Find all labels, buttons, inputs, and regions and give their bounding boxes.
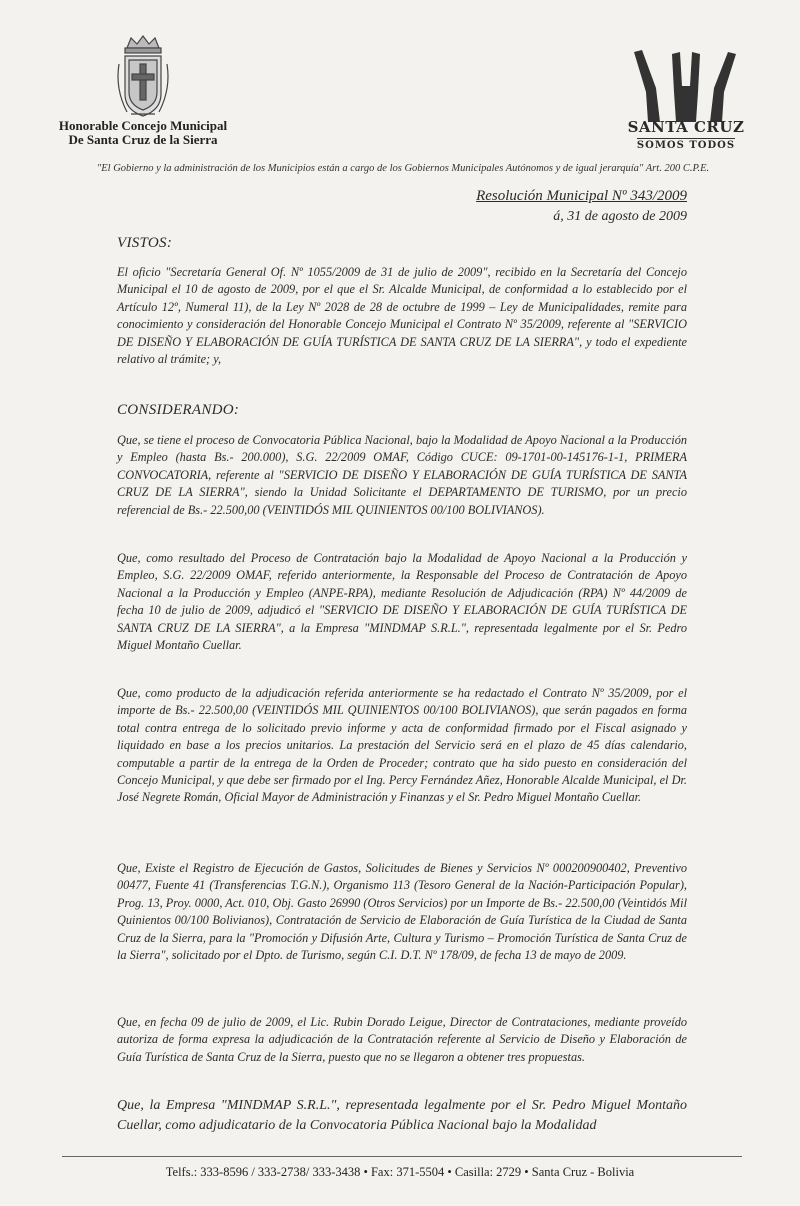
paragraph-considerando-2: Que, como resultado del Proceso de Contratación bajo la Modalidad de Apoyo Nacional a la Producción y Empleo, S.G. 22/2009 OMAF, referido anteriormente, la Responsable del Proceso de Contratación de Apoyo Nacional a la Producción y Empleo (ANPE-RPA), mediante Resolución de Adjudicación (RPA) Nº 44/2009 de fecha 10 de julio de 2009, adjudicó el "SERVICIO DE DISEÑO Y ELABORACIÓN DE GUÍA TURÍSTICA DE SANTA CRUZ DE LA SIERRA", a la Empresa "MINDMAP S.R.L.", representada legalmente por el Sr. Pedro Miguel Montaño Cuellar. [117,551,687,653]
paragraph-considerando-3: Que, como producto de la adjudicación referida anteriormente se ha redactado el Contrato Nº 35/2009, por el importe de Bs.- 22.500,00 (VEINTIDÓS MIL QUINIENTOS 00/100 BOLIVIANOS), que serán pagados en forma total contra entrega de lo solicitado previo informe y acta de conformidad firmado por el Fiscal asignado y liquidado en base a los precios unitarios. La prestación del Servicio será en el plazo de 45 días calendario, computable a partir de la entrega de la Orden de Proceder; contrato que ha sido puesto en consideración del Concejo Municipal, y que debe ser firmado por el Ing. Percy Fernández Añez, Honorable Alcalde Municipal, el Dr. José Negrete Román, Oficial Mayor de Administración y Finanzas y el Sr. Pedro Miguel Montaño Cuellar. [117,686,687,805]
constitution-quote: "El Gobierno y la administración de los Municipios están a cargo de los Gobiernos Municipales Autónomos y de igual jerarquía" Art. 200 C.P.E. [96,163,710,174]
resolution-date: á, 31 de agosto de 2009 [553,209,687,224]
coat-of-arms-icon [113,34,173,124]
paragraph-vistos: El oficio "Secretaría General Of. Nº 1055/2009 de 31 de julio de 2009", recibido en la Secretaría del Concejo Municipal el 10 de agosto de 2009, por el que el Sr. Alcalde Municipal, de conformidad a lo establecido por el Artículo 12º, Numeral 11), de la Ley Nº 2028 de 28 de octubre de 1999 – Ley de Municipalidades, remite para conocimiento y consideración del Honorable Concejo Municipal el Contrato Nº 35/2009, referente al "SERVICIO DE DISEÑO Y ELABORACIÓN DE GUÍA TURÍSTICA DE SANTA CRUZ DE LA SIERRA", y todo el expediente relativo al trámite; y, [117,265,687,367]
council-line-1: Honorable Concejo Municipal [58,118,228,133]
council-line-2: De Santa Cruz de la Sierra [68,132,218,147]
council-name [48,119,238,147]
footer-divider [62,1156,742,1157]
paragraph-considerando-5: Que, en fecha 09 de julio de 2009, el Lic. Rubin Dorado Leigue, Director de Contrataciones, mediante proveído autoriza de forma expresa la adjudicación de la Contratación referente al Servicio de Diseño y Elaboración de Guía Turística de Santa Cruz de la Sierra, puesto que no se llegaron a obtener tres propuestas. [117,1015,687,1064]
city-logo-text [622,119,750,153]
resolution-title: Resolución Municipal Nº 343/2009 [476,188,687,204]
logo-subtitle: SOMOS TODOS [636,140,736,151]
heading-vistos: VISTOS: [117,235,173,251]
santa-cruz-figures-icon [620,48,750,128]
paragraph-considerando-4: Que, Existe el Registro de Ejecución de Gastos, Solicitudes de Bienes y Servicios Nº 000200900402, Preventivo 00477, Fuente 41 (Transferencias T.G.N.), Organismo 113 (Tesoro General de la Nación-Participación Popular), Prog. 13, Proy. 0000, Act. 010, Obj. Gasto 26990 (Otros Servicios) por un Importe de Bs.- 22.500,00 (Veintidós Mil Quinientos 00/100 Bolivianos), Contratación de Servicio de Elaboración de Guía Turística de la Ciudad de Santa Cruz de la Sierra, para la "Promoción y Difusión Arte, Cultura y Turismo – Promoción Turística de Santa Cruz de la Sierra", solicitado por el Dpto. de Turismo, según C.I. D.T. Nº 178/09, de fecha 13 de mayo de 2009. [117,861,687,963]
logo-title: SANTA CRUZ [627,118,745,136]
paragraph-considerando-6: Que, la Empresa "MINDMAP S.R.L.", representada legalmente por el Sr. Pedro Miguel Montaño Cuellar, como adjudicatario de la Convocatoria Pública Nacional bajo la Modalidad [117,1098,687,1133]
heading-considerando: CONSIDERANDO: [117,402,240,418]
footer-contact: Telfs.: 333-8596 / 333-2738/ 333-3438 • Fax: 371-5504 • Casilla: 2729 • Santa Cruz - Bolivia [165,1165,635,1179]
paragraph-considerando-1: Que, se tiene el proceso de Convocatoria Pública Nacional, bajo la Modalidad de Apoyo Nacional a la Producción y Empleo (hasta Bs.- 200.000), S.G. 22/2009 OMAF, Código CUCE: 09-1701-00-145176-1-1, PRIMERA CONVOCATORIA, referente al "SERVICIO DE DISEÑO Y ELABORACIÓN DE GUÍA TURÍSTICA DE SANTA CRUZ DE LA SIERRA", siendo la Unidad Solicitante el DEPARTAMENTO DE TURISMO, por un precio referencial de Bs.- 22.500,00 (VEINTIDÓS MIL QUINIENTOS 00/100 BOLIVIANOS). [117,433,687,517]
